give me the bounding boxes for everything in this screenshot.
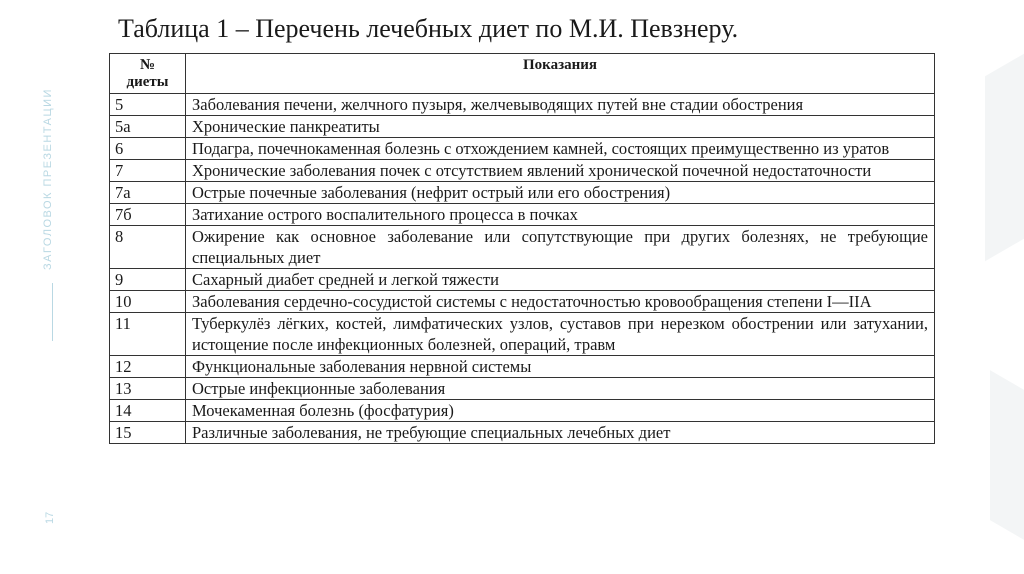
diet-number: 7 (110, 160, 186, 182)
diet-number: 13 (110, 378, 186, 400)
diet-indication: Острые инфекционные заболевания (186, 378, 935, 400)
header-diet-number (110, 54, 186, 94)
page-number: 17 (44, 511, 56, 524)
table-row (110, 400, 935, 422)
table-row (110, 160, 935, 182)
diet-indication: Подагра, почечнокаменная болезнь с отхождением камней, состоящих преимущественно из уратов (186, 138, 935, 160)
table-row (110, 94, 935, 116)
diet-number: 14 (110, 400, 186, 422)
table-row (110, 356, 935, 378)
diet-indication: Различные заболевания, не требующие специальных лечебных диет (186, 422, 935, 444)
side-divider (52, 283, 53, 341)
diet-indication: Затихание острого воспалительного процесса в почках (186, 204, 935, 226)
background-decoration (985, 54, 1024, 262)
diet-number: 11 (110, 313, 186, 356)
header-indications: Показания (186, 54, 935, 94)
table-row (110, 422, 935, 444)
diet-indication: Ожирение как основное заболевание или сопутствующие при других болезнях, не требующие специальных диет (186, 226, 935, 269)
diet-number: 10 (110, 291, 186, 313)
diet-number: 7б (110, 204, 186, 226)
diet-indication: Туберкулёз лёгких, костей, лимфатических узлов, суставов при нерезком обострении или затухании, истощение после инфекционных болезней, операций, травм (186, 313, 935, 356)
table-row (110, 313, 935, 356)
diet-indication: Мочекаменная болезнь (фосфатурия) (186, 400, 935, 422)
table-row (110, 116, 935, 138)
table-row (110, 204, 935, 226)
diet-number: 5а (110, 116, 186, 138)
diet-indication: Функциональные заболевания нервной системы (186, 356, 935, 378)
diet-number: 8 (110, 226, 186, 269)
diet-indication: Хронические заболевания почек с отсутствием явлений хронической почечной недостаточности (186, 160, 935, 182)
diet-number: 9 (110, 269, 186, 291)
diet-indication: Заболевания печени, желчного пузыря, желчевыводящих путей вне стадии обострения (186, 94, 935, 116)
page-title: Таблица 1 – Перечень лечебных диет по М.И. Певзнеру. (118, 14, 739, 43)
slide-side-title: ЗАГОЛОВОК ПРЕЗЕНТАЦИИ (42, 88, 54, 270)
header-num-symbol: № (139, 57, 156, 73)
table-row (110, 138, 935, 160)
diet-table (109, 53, 935, 444)
diet-number: 15 (110, 422, 186, 444)
diet-number: 6 (110, 138, 186, 160)
table-row (110, 269, 935, 291)
diet-indication: Сахарный диабет средней и легкой тяжести (186, 269, 935, 291)
diet-indication: Острые почечные заболевания (нефрит острый или его обострения) (186, 182, 935, 204)
diet-number: 5 (110, 94, 186, 116)
header-num-label: диеты (126, 74, 169, 90)
table-header-row (110, 54, 935, 94)
table-row (110, 182, 935, 204)
table-row (110, 378, 935, 400)
diet-number: 7а (110, 182, 186, 204)
table-row (110, 226, 935, 269)
diet-number: 12 (110, 356, 186, 378)
background-decoration (990, 370, 1024, 540)
diet-indication: Хронические панкреатиты (186, 116, 935, 138)
table-row (110, 291, 935, 313)
diet-indication: Заболевания сердечно-сосудистой системы с недостаточностью кровообращения степени I—IIA (186, 291, 935, 313)
